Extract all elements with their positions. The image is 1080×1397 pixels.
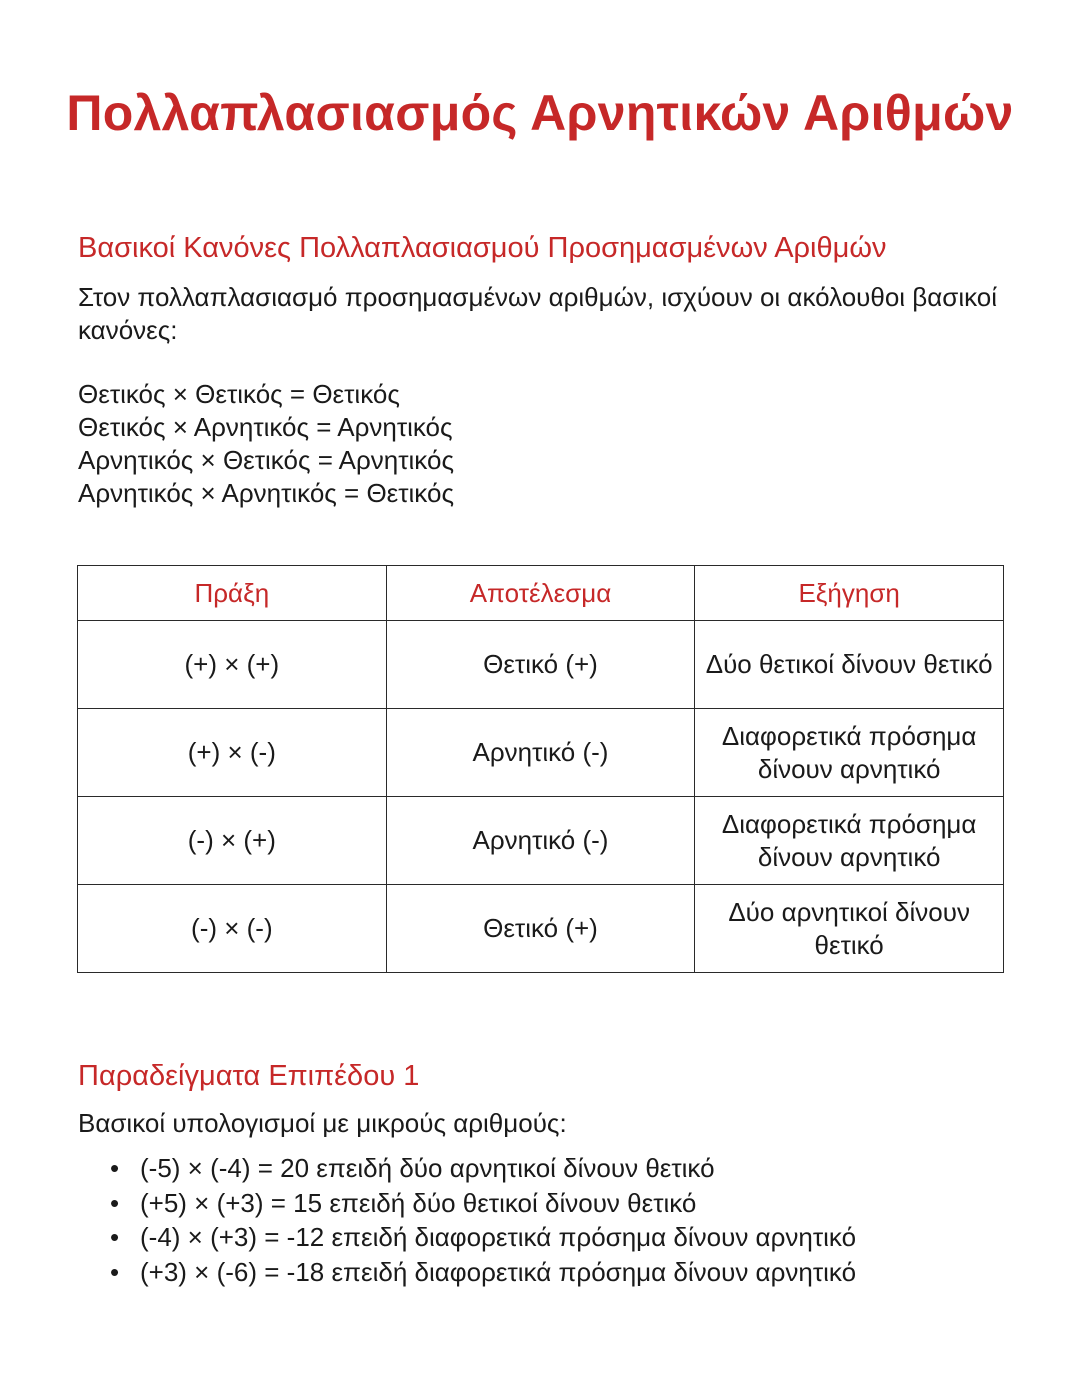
examples-section-heading: Παραδείγματα Επιπέδου 1 [78,1060,420,1092]
example-text: (-4) × (+3) = -12 επειδή διαφορετικά πρόσημα δίνουν αρνητικό [140,1222,857,1252]
example-text: (-5) × (-4) = 20 επειδή δύο αρνητικοί δίνουν θετικό [140,1153,715,1183]
operation-cell: (-) × (+) [78,797,387,885]
sign-rule: Αρνητικός × Θετικός = Αρνητικός [78,445,454,475]
example-text: (+5) × (+3) = 15 επειδή δύο θετικοί δίνουν θετικό [140,1187,697,1218]
operation-cell: (+) × (-) [78,709,387,797]
explanation-cell: Δύο θετικοί δίνουν θετικό [695,621,1004,709]
table-row [78,885,1004,973]
result-cell: Αρνητικό (-) [386,709,695,797]
result-cell: Θετικό (+) [386,621,695,709]
column-header-explanation: Εξήγηση [695,566,1004,621]
bullet-icon: • [110,1187,120,1218]
list-item [110,1255,857,1290]
column-header-result: Αποτέλεσμα [386,566,695,621]
table-row [78,709,1004,797]
explanation-cell: Δύο αρνητικοί δίνουν θετικό [695,885,1004,973]
bullet-icon: • [110,1256,120,1287]
example-text: (+3) × (-6) = -18 επειδή διαφορετικά πρόσημα δίνουν αρνητικό [140,1256,857,1287]
list-item [110,1186,856,1221]
table-row [78,621,1004,709]
sign-rule: Θετικός × Αρνητικός = Αρνητικός [78,412,453,442]
operation-cell: (+) × (+) [78,621,387,709]
table-header-row [78,566,1004,621]
bullet-icon: • [110,1222,120,1252]
result-cell: Αρνητικό (-) [386,797,695,885]
explanation-cell: Διαφορετικά πρόσημα δίνουν αρνητικό [695,709,1004,797]
rules-intro-paragraph: Στον πολλαπλασιασμό προσημασμένων αριθμών, ισχύουν οι ακόλουθοι βασικοί κανόνες: [78,282,998,345]
explanation-cell: Διαφορετικά πρόσημα δίνουν αρνητικό [695,797,1004,885]
sign-rule: Θετικός × Θετικός = Θετικός [78,379,400,409]
sign-rules-table [77,565,1004,973]
page-title: Πολλαπλασιασμός Αρνητικών Αριθμών [66,85,1014,141]
rules-section-heading: Βασικοί Κανόνες Πολλαπλασιασμού Προσημασμένων Αριθμών [78,232,887,264]
operation-cell: (-) × (-) [78,885,387,973]
result-cell: Θετικό (+) [386,885,695,973]
bullet-icon: • [110,1153,120,1183]
list-item [110,1151,856,1186]
column-header-operation: Πράξη [78,566,387,621]
examples-intro-paragraph: Βασικοί υπολογισμοί με μικρούς αριθμούς: [78,1108,567,1138]
sign-rule: Αρνητικός × Αρνητικός = Θετικός [78,478,454,508]
list-item [110,1220,857,1255]
sign-rules-list [78,378,454,510]
table-row [78,797,1004,885]
examples-list [110,1151,857,1289]
